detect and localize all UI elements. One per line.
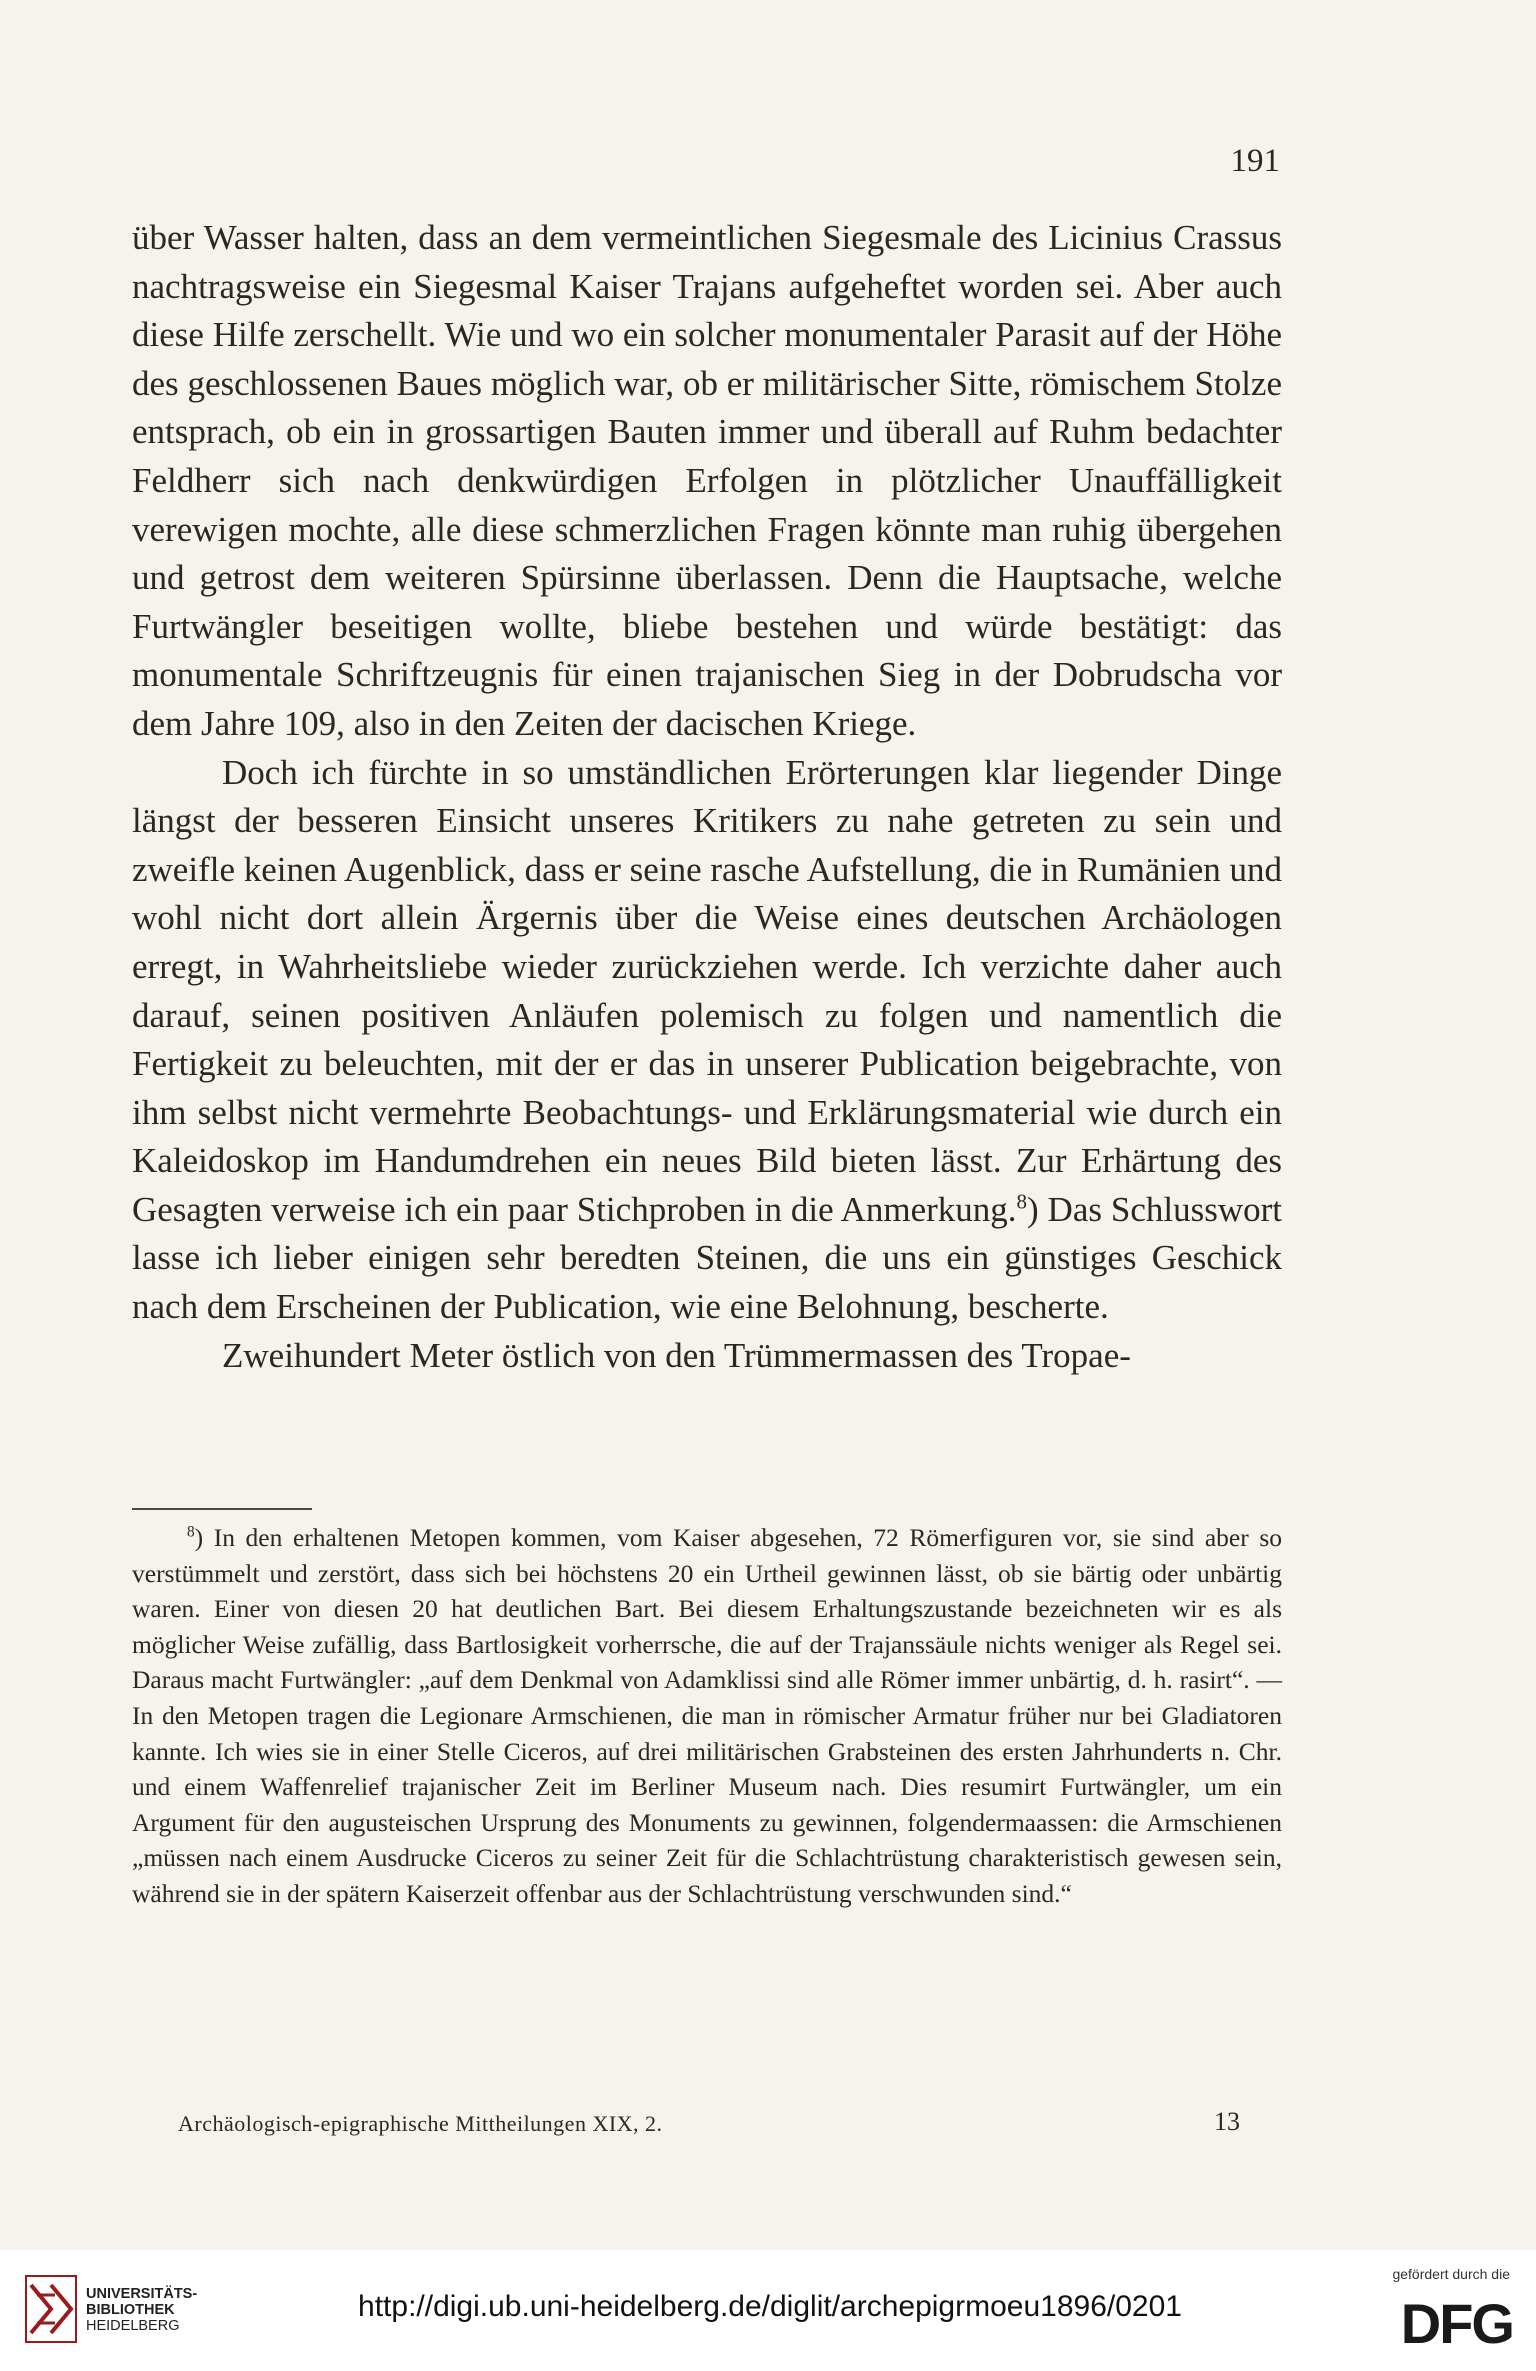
dfg-logo-text: DFG bbox=[1400, 2295, 1513, 2347]
footnote-rule bbox=[132, 1508, 312, 1510]
source-url-link[interactable]: http://digi.ub.uni-heidelberg.de/diglit/archepigrmoeu1896/0201 bbox=[358, 2290, 1182, 2323]
paragraph-1: über Wasser halten, dass an dem vermeintlichen Siegesmale des Licinius Crassus nachtragsweise ein Siegesmal Kaiser Trajans aufgeheftet worden sei. Aber auch diese Hilfe zerschellt. Wie und wo ein solcher monumentaler Parasit auf der Höhe des geschlossenen Baues möglich war, ob er militärischer Sitte, römischem Stolze entsprach, ob ein in grossartigen Bauten immer und überall auf Ruhm bedachter Feldherr sich nach denkwürdigen Erfolgen in plötzlicher Unauffälligkeit verewigen mochte, alle diese schmerzlichen Fragen könnte man ruhig übergehen und getrost dem weiteren Spürsinne überlassen. Denn die Hauptsache, welche Furtwängler beseitigen wollte, bliebe bestehen und würde bestätigt: das monumentale Schriftzeugnis für einen trajanischen Sieg in der Dobrudscha vor dem Jahre 109, also in den Zeiten der dacischen Kriege. bbox=[132, 218, 1282, 743]
footnote bbox=[132, 1520, 1282, 1912]
footnote-marker: 8 bbox=[187, 1523, 195, 1541]
running-foot: Archäologisch-epigraphische Mittheilungen XIX, 2. bbox=[178, 2111, 663, 2136]
university-library-logo-icon bbox=[25, 2275, 77, 2343]
library-name bbox=[86, 2286, 197, 2334]
sheet-number: 13 bbox=[1214, 2107, 1240, 2136]
footnote-text: In den erhaltenen Metopen kommen, vom Kaiser abgesehen, 72 Römerfiguren vor, sie sind aber so verstümmelt und zerstört, dass sich bei höchstens 20 ein Urtheil gewinnen lässt, ob sie bärtig oder unbärtig waren. Einer von diesen 20 hat deutlichen Bart. Bei diesem Erhaltungszustande bezeichneten wir es als möglicher Weise zufällig, dass Bartlosigkeit vorherrsche, die auf der Trajanssäule nichts weniger als Regel sei. Daraus macht Furtwängler: „auf dem Denkmal von Adamklissi sind alle Römer immer unbärtig, d. h. rasirt“. — In den Metopen tragen die Legionare Armschienen, die man in römischer Armatur früher nur bei Gladiatoren kannte. Ich wies sie in einer Stelle Ciceros, auf drei militärischen Grabsteinen des ersten Jahrhunderts n. Chr. und einem Waffenrelief trajanischer Zeit im Berliner Museum nach. Dies resumirt Furtwängler, um ein Argument für den augusteischen Ursprung des Monuments zu gewinnen, folgendermaassen: die Armschienen „müssen nach einem Ausdrucke Ciceros zu seiner Zeit für die Schlachtrüstung charakteristisch gewesen sein, während sie in der spätern Kaiserzeit offenbar aus der Schlachtrüstung verschwunden sind.“ bbox=[132, 1523, 1282, 1908]
dfg-logo-icon bbox=[1355, 2295, 1515, 2347]
paragraph-2-continuation: ) Das Schlusswort lasse ich lieber einigen sehr beredten Steinen, die uns ein günstiges Geschick nach dem Erscheinen der Publication, wie eine Belohnung, bescherte. bbox=[132, 1189, 1282, 1327]
paragraph-3: Zweihundert Meter östlich von den Trümmermassen des Tropae- bbox=[222, 1335, 1131, 1375]
page-number: 191 bbox=[1230, 143, 1280, 179]
footnote-marker-paren: ) bbox=[194, 1523, 204, 1552]
paragraph-2 bbox=[132, 749, 1282, 1332]
footnote-paragraph bbox=[132, 1520, 1282, 1912]
paragraph-2-text: Doch ich fürchte in so umständlichen Erörterungen klar liegender Dinge längst der besseren Einsicht unseres Kritikers zu nahe getreten zu sein und zweifle keinen Augenblick, dass er seine rasche Aufstellung, die in Rumänien und wohl nicht dort allein Ärgernis über die Weise eines deutschen Archäologen erregt, in Wahrheitsliebe wieder zurückziehen werde. Ich verzichte daher auch darauf, seinen positiven Anläufen polemisch zu folgen und namentlich die Fertigkeit zu beleuchten, mit der er das in unserer Publication beigebrachte, von ihm selbst nicht vermehrte Beobachtungs- und Erklärungsmaterial wie durch ein Kaleidoskop im Handumdrehen ein neues Bild bieten lässt. Zur Erhärtung des Gesagten verweise ich ein paar Stichproben in die Anmerkung. bbox=[132, 752, 1282, 1229]
footnote-reference[interactable]: 8 bbox=[1016, 1189, 1028, 1214]
library-name-line-2: BIBLIOTHEK bbox=[86, 2302, 175, 2318]
body-text bbox=[132, 214, 1282, 1380]
library-name-line-1: UNIVERSITÄTS- bbox=[86, 2286, 198, 2302]
funded-by-label: gefördert durch die bbox=[1392, 2266, 1510, 2282]
library-name-line-3: HEIDELBERG bbox=[86, 2318, 180, 2334]
